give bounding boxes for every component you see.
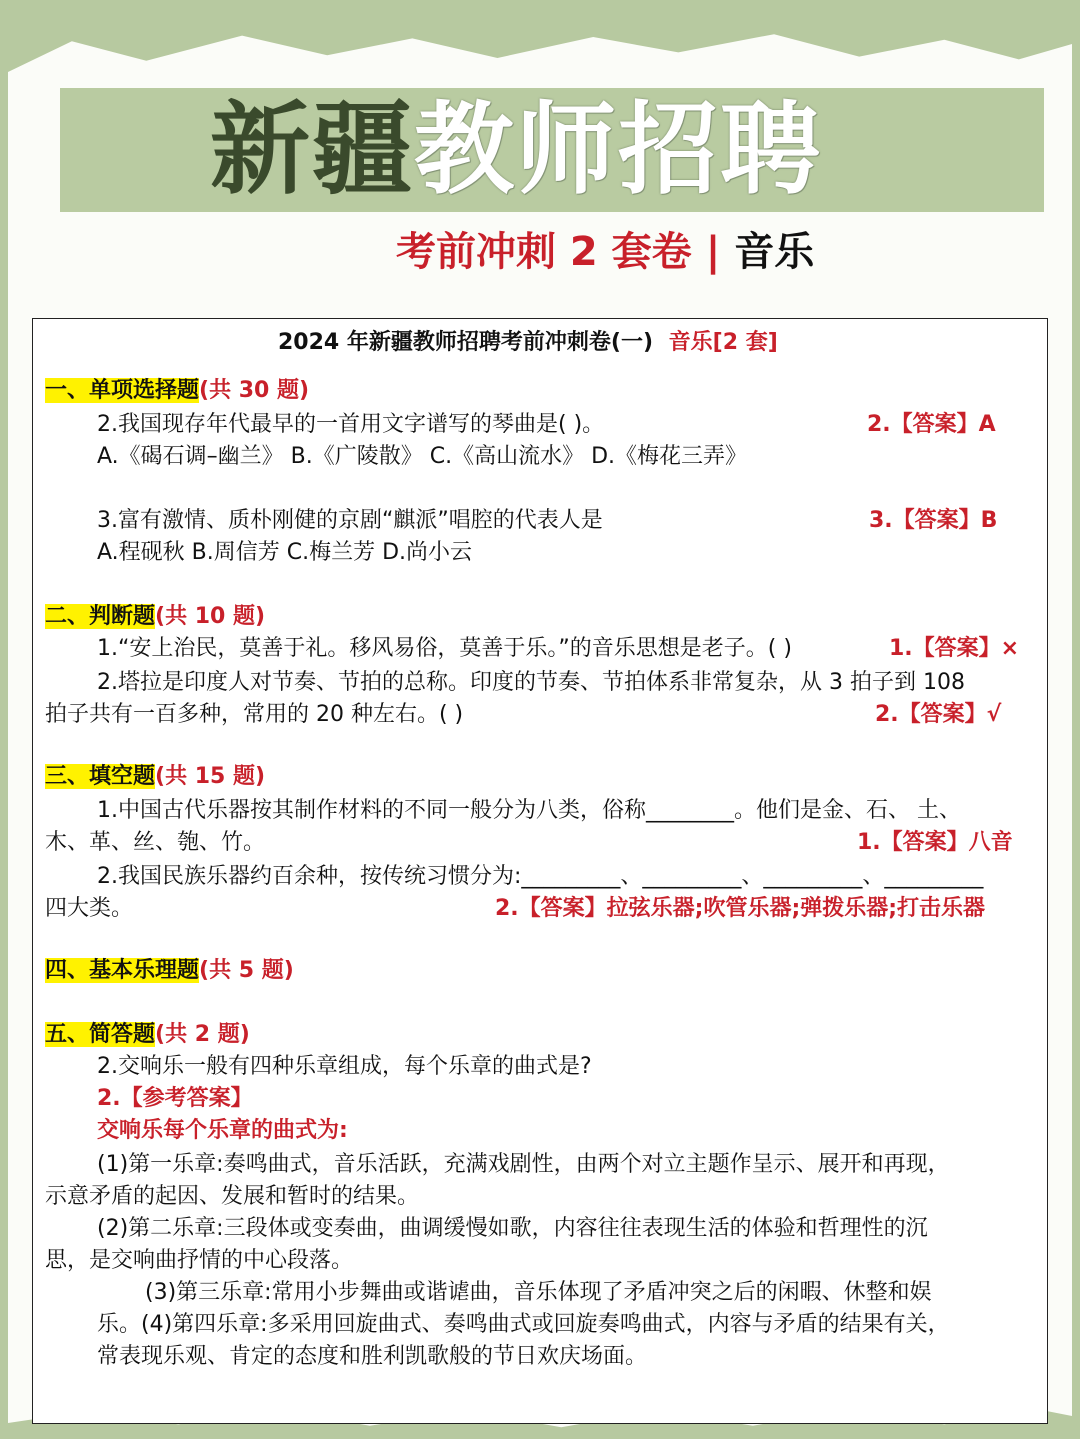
answer-text: 1.【答案】× — [889, 636, 1020, 661]
section-count: (共 30 题) — [199, 378, 310, 403]
question-text: 1.中国古代乐器按其制作材料的不同一般分为八类，俗称________。他们是金、石、 土、 — [97, 798, 961, 823]
section-heading — [45, 1019, 250, 1051]
exam-document — [32, 318, 1048, 1424]
question-text: 2.塔拉是印度人对节奏、节拍的总称。印度的节奏、节拍体系非常复杂，从 3 拍子到 108 — [97, 670, 965, 695]
answer-text: 2.【答案】拉弦乐器;吹管乐器;弹拨乐器;打击乐器 — [495, 896, 986, 921]
answer-text: 3.【答案】B — [869, 508, 998, 533]
section-count: (共 2 题) — [155, 1022, 250, 1047]
doc-title-main: 2024 年新疆教师招聘考前冲刺卷(一) — [278, 330, 653, 355]
question-text: 2.我国现存年代最早的一首用文字谱写的琴曲是( )。 — [97, 412, 605, 437]
answer-paragraph: (1)第一乐章:奏鸣曲式，音乐活跃，充满戏剧性，由两个对立主题作呈示、展开和再现， — [97, 1152, 950, 1177]
section-label: 四、基本乐理题 — [45, 958, 200, 983]
answer-text: 2.【答案】A — [867, 412, 996, 437]
question-options: A.程砚秋 B.周信芳 C.梅兰芳 D.尚小云 — [97, 540, 473, 565]
question-text: 3.富有激情、质朴刚健的京剧“麒派”唱腔的代表人是 — [97, 508, 603, 533]
doc-title — [278, 327, 778, 359]
answer-heading: 交响乐每个乐章的曲式为: — [97, 1118, 348, 1143]
section-heading — [45, 375, 309, 407]
section-label: 一、单项选择题 — [45, 378, 200, 403]
section-label: 三、填空题 — [45, 764, 156, 789]
section-heading — [45, 601, 265, 633]
section-count: (共 5 题) — [199, 958, 294, 983]
question-text: 拍子共有一百多种，常用的 20 种左右。( ) — [45, 702, 464, 727]
title-light-part: 教师招聘 — [414, 91, 822, 208]
answer-paragraph: 常表现乐观、肯定的态度和胜利凯歌般的节日欢庆场面。 — [97, 1344, 648, 1369]
answer-paragraph: (3)第三乐章:常用小步舞曲或谐谑曲，音乐体现了矛盾冲突之后的闲暇、休整和娱 — [145, 1280, 932, 1305]
question-text: 四大类。 — [45, 896, 134, 921]
section-label: 二、判断题 — [45, 604, 156, 629]
question-options: A.《碣石调–幽兰》 B.《广陵散》 C.《高山流水》 D.《梅花三弄》 — [97, 444, 748, 469]
answer-paragraph: 示意矛盾的起因、发展和暂时的结果。 — [45, 1184, 420, 1209]
subtitle-red: 考前冲刺 2 套卷 — [396, 229, 692, 275]
title-dark-part: 新疆 — [210, 91, 414, 208]
subtitle-separator: | — [705, 229, 721, 275]
section-heading — [45, 761, 265, 793]
subtitle-subject: 音乐 — [734, 229, 815, 275]
page-title — [210, 88, 822, 212]
question-text: 2.交响乐一般有四种乐章组成，每个乐章的曲式是? — [97, 1054, 592, 1079]
subtitle — [396, 222, 814, 282]
reference-answer-label: 2.【参考答案】 — [97, 1086, 253, 1111]
answer-text: 1.【答案】八音 — [857, 830, 1013, 855]
section-count: (共 10 题) — [155, 604, 266, 629]
answer-paragraph: 乐。(4)第四乐章:多采用回旋曲式、奏鸣曲式或回旋奏鸣曲式，内容与矛盾的结果有关， — [97, 1312, 950, 1337]
answer-paragraph: (2)第二乐章:三段体或变奏曲，曲调缓慢如歌，内容往往表现生活的体验和哲理性的沉 — [97, 1216, 928, 1241]
question-text: 2.我国民族乐器约百余种，按传统习惯分为:_________、_________、_________、_________ — [97, 864, 984, 889]
question-text: 1.“安上治民，莫善于礼。移风易俗，莫善于乐。”的音乐思想是老子。( ) — [97, 636, 792, 661]
doc-title-subject: 音乐[2 套] — [668, 330, 778, 355]
question-text: 木、革、丝、匏、竹。 — [45, 830, 266, 855]
answer-paragraph: 思，是交响曲抒情的中心段落。 — [45, 1248, 354, 1273]
answer-text: 2.【答案】√ — [875, 702, 1002, 727]
section-label: 五、简答题 — [45, 1022, 156, 1047]
section-heading — [45, 955, 294, 987]
section-count: (共 15 题) — [155, 764, 266, 789]
